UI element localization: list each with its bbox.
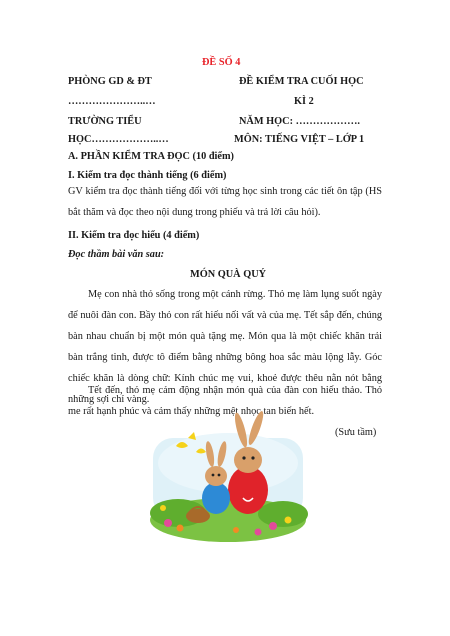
header-right-1: ĐỀ KIỂM TRA CUỐI HỌC: [239, 76, 364, 87]
header-right-4: MÔN: TIẾNG VIỆT – LỚP 1: [234, 134, 365, 145]
exam-number: ĐỀ SỐ 4: [202, 57, 241, 68]
header-right-2: KÌ 2: [294, 96, 314, 107]
section-a-heading: A. PHẦN KIỂM TRA ĐỌC (10 điểm): [68, 151, 234, 162]
story-source: (Sưu tầm): [335, 427, 377, 438]
reading-instruction: Đọc thầm bài văn sau:: [68, 249, 165, 260]
section-2-heading: II. Kiểm tra đọc hiểu (4 điểm): [68, 230, 200, 241]
header-left-3: TRƯỜNG TIỂU: [68, 116, 142, 127]
section-1-text: GV kiểm tra đọc thành tiếng đối với từng học sinh trong các tiết ôn tập (HS bắt thăm và đọc theo nội dung trong phiếu và trả lời câu hỏi).: [68, 186, 382, 218]
header-left-4: HỌC………………..…: [68, 134, 169, 145]
story-title: MÓN QUÀ QUÝ: [190, 269, 267, 280]
story-paragraph-1: Mẹ con nhà thỏ sống trong một cánh rừng. Thỏ mẹ làm lụng suốt ngày để nuôi đàn con. Bầy thỏ con rất hiếu nối vất và của mẹ. Tết sắp đến, chúng bàn nhau chuẩn bị một món quà tặng mẹ. Món qua là một chiếc khăn trải bàn trắng tinh, được tô điểm bằng những bông hoa sắc màu lộng lẫy. Góc chiếc khăn là dòng chữ: Kính chúc mẹ vui, khoẻ được thêu nằn nót bằng những sợi chỉ vàng.: [68, 289, 382, 405]
section-1-heading: I. Kiểm tra đọc thành tiếng (6 điểm): [68, 170, 227, 181]
header-right-3: NĂM HỌC: ……………….: [239, 116, 360, 127]
header-left-2: …………………..…: [68, 96, 156, 107]
rabbit-family-illustration: [148, 408, 308, 548]
header-left-1: PHÒNG GD & ĐT: [68, 76, 152, 87]
story-paragraph-2: Tết đến, thỏ mẹ cảm động nhận món quà của đàn con hiếu thảo. Thỏ me rất hạnh phúc và cảm thấy những mệt nhọc tan biến hết.: [68, 385, 382, 417]
